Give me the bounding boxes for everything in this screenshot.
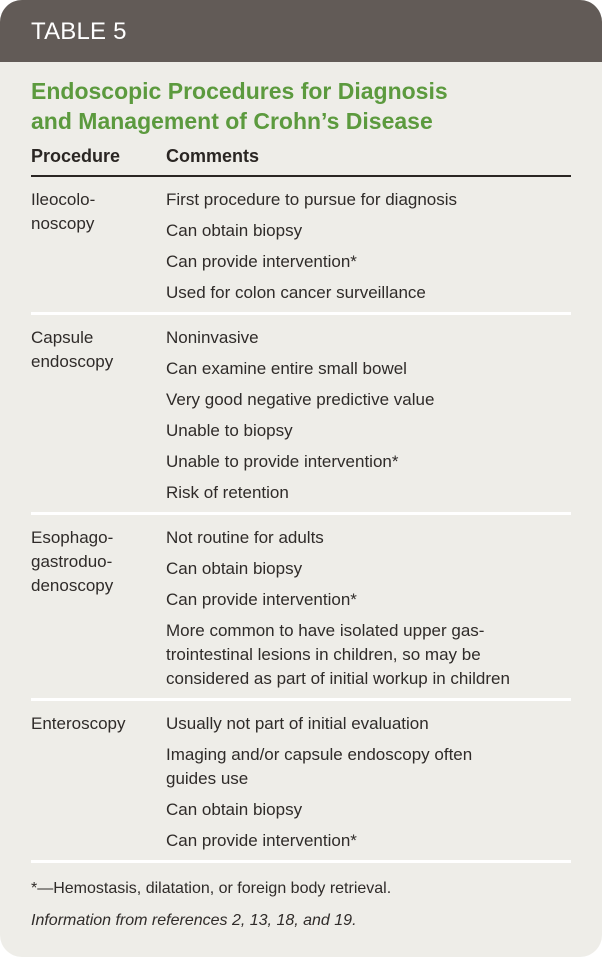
column-header-procedure: Procedure <box>31 146 121 166</box>
comment-item: Unable to provide intervention* <box>166 452 399 471</box>
table-label-header: TABLE 5 <box>0 0 602 62</box>
comment-item: Unable to biopsy <box>166 421 293 440</box>
comment-item: Can examine entire small bowel <box>166 359 407 378</box>
comment-item: More common to have isolated upper gas- trointestinal lesions in children, so may be considered as part of initial workup in children <box>166 621 510 688</box>
comments-cell <box>166 712 571 853</box>
comment-item: Can provide intervention* <box>166 831 357 850</box>
table-title: Endoscopic Procedures for Diagnosis and Management of Crohn’s Disease <box>31 78 448 134</box>
comment-item: First procedure to pursue for diagnosis <box>166 190 458 209</box>
comment-item: Noninvasive <box>166 328 259 347</box>
comment-item: Risk of retention <box>166 483 289 502</box>
procedure-cell: Enteroscopy <box>31 714 126 733</box>
column-headers <box>31 146 571 177</box>
comment-item: Imaging and/or capsule endoscopy often guides use <box>166 745 473 788</box>
comment-item: Can obtain biopsy <box>166 800 303 819</box>
comment-item: Can obtain biopsy <box>166 221 303 240</box>
comments-cell <box>166 188 571 305</box>
comment-item: Can provide intervention* <box>166 590 357 609</box>
comment-item: Can provide intervention* <box>166 252 357 271</box>
comment-item: Used for colon cancer surveillance <box>166 283 426 302</box>
table-row <box>31 515 571 701</box>
comments-cell <box>166 326 571 505</box>
comment-item: Can obtain biopsy <box>166 559 303 578</box>
comment-item: Usually not part of initial evaluation <box>166 714 429 733</box>
table-row <box>31 177 571 315</box>
procedure-cell: Ileocolo- noscopy <box>31 190 96 233</box>
table-footer <box>31 873 571 937</box>
comment-item: Very good negative predictive value <box>166 390 435 409</box>
procedure-cell: Esophago- gastroduo- denoscopy <box>31 528 114 595</box>
source-note: Information from references 2, 13, 18, and 19. <box>31 912 357 929</box>
comments-cell <box>166 526 571 691</box>
table-row <box>31 701 571 863</box>
footnote: *—Hemostasis, dilatation, or foreign body retrieval. <box>31 880 392 897</box>
column-header-comments: Comments <box>166 146 260 166</box>
procedure-cell: Capsule endoscopy <box>31 328 114 371</box>
comment-item: Not routine for adults <box>166 528 324 547</box>
table-row <box>31 315 571 515</box>
